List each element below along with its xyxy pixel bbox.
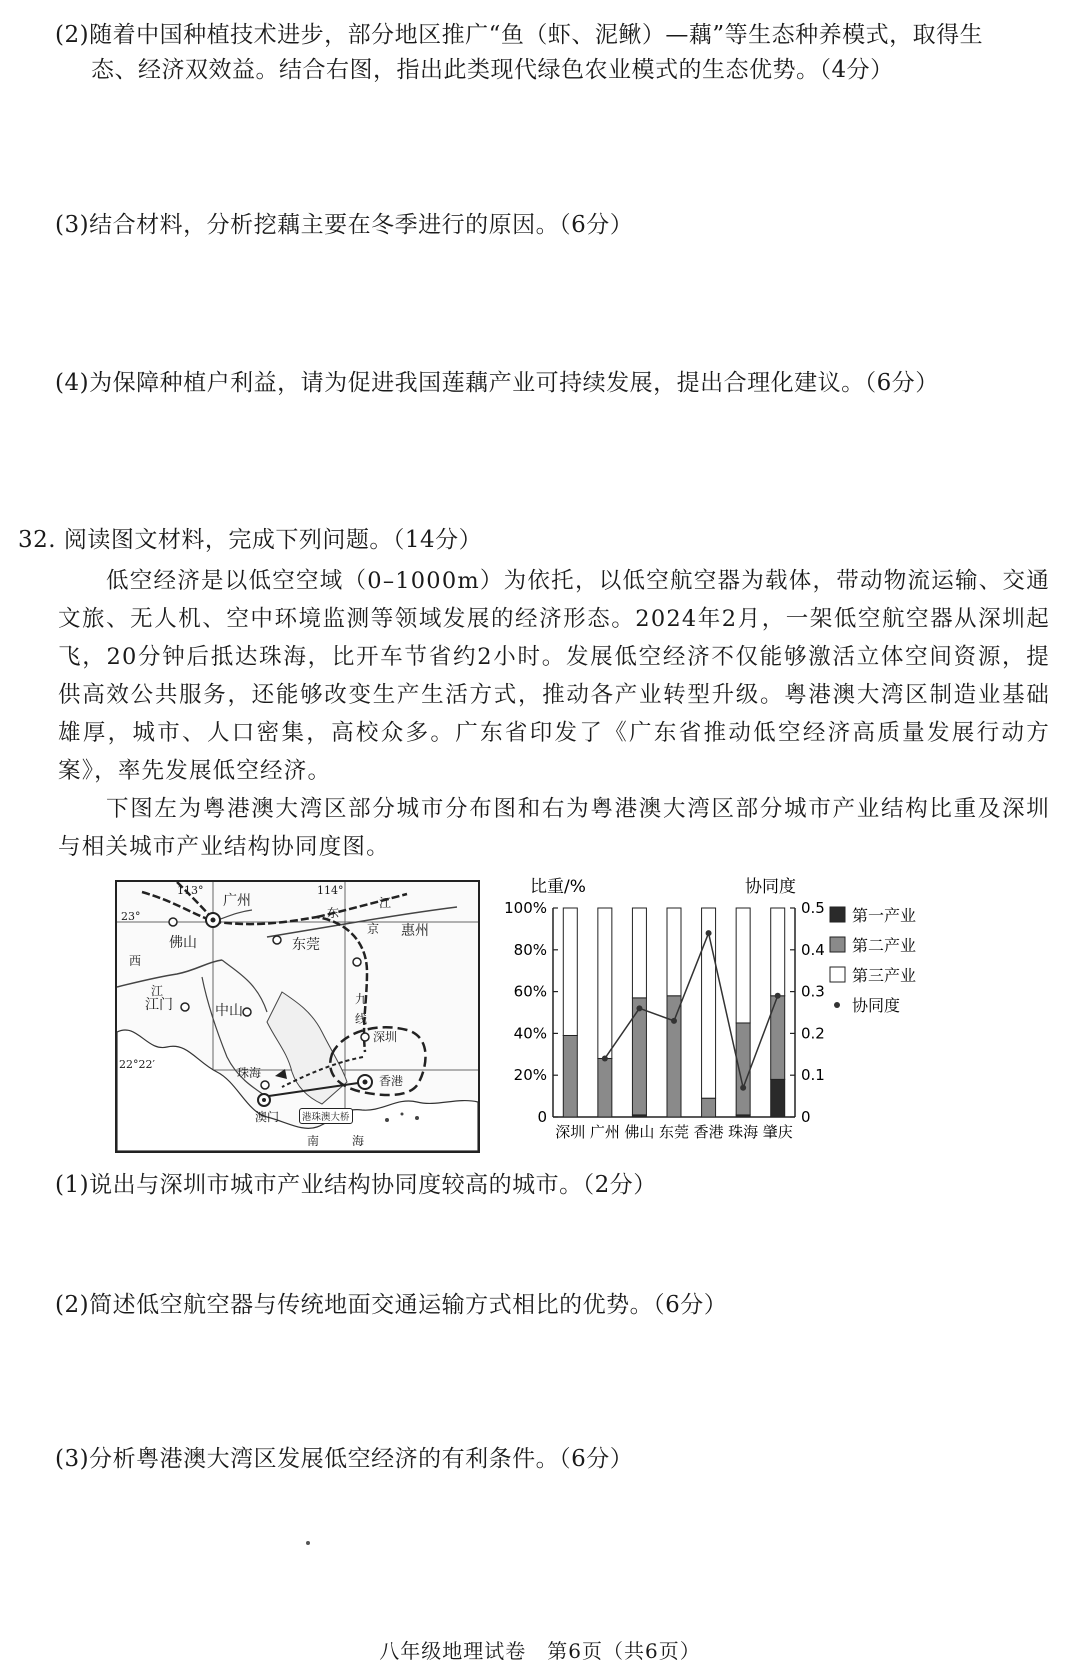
synergy-point (706, 930, 712, 936)
x-tick-label: 香港 (693, 1123, 724, 1141)
synergy-line (605, 933, 778, 1088)
label-xian: 线 (355, 1012, 368, 1026)
bar-第三产业 (736, 908, 750, 1023)
city-guangzhou: 广州 (223, 893, 251, 909)
x-tick-label: 肇庆 (762, 1123, 793, 1141)
y2-tick-label: 0.3 (801, 982, 825, 1001)
city-macau: 澳门 (255, 1110, 280, 1124)
city-huizhou: 惠州 (401, 923, 429, 939)
city-hongkong: 香港 (379, 1074, 404, 1088)
question-32-title: 32. 阅读图文材料，完成下列问题。（14分） (18, 527, 483, 553)
question-32-2: (2)简述低空航空器与传统地面交通运输方式相比的优势。（6分） (55, 1292, 728, 1318)
bar-第一产业 (771, 1079, 785, 1117)
legend-line-marker (834, 1002, 840, 1008)
dongguan-symbol (273, 936, 281, 944)
legend-line-label: 协同度 (852, 996, 901, 1015)
label-dong: 东 (327, 906, 340, 920)
x-tick-label: 深圳 (555, 1123, 586, 1141)
label-hai: 海 (352, 1134, 365, 1148)
synergy-point (671, 1018, 677, 1024)
scan-speck (306, 1541, 310, 1545)
hzm-bridge-label: 港珠澳大桥 (299, 1108, 353, 1124)
label-jiang-2: 江 (379, 896, 392, 910)
question-2-line2: 态、经济双效益。结合右图，指出此类现代绿色农业模式的生态优势。（4分） (91, 57, 894, 83)
question-4: (4)为保障种植户利益，请为促进我国莲藕产业可持续发展，提出合理化建议。（6分） (55, 370, 939, 396)
x-tick-label: 珠海 (728, 1123, 759, 1141)
bar-第三产业 (702, 908, 716, 1098)
shenzhen-symbol (361, 1033, 369, 1041)
y-tick-label: 40% (513, 1024, 547, 1043)
legend-swatch (830, 937, 845, 952)
label-jiu: 九 (355, 992, 368, 1006)
question-2 (55, 18, 983, 88)
industry-structure-chart (505, 872, 1040, 1167)
city-foshan: 佛山 (169, 935, 197, 951)
longitude-label-114: 114° (317, 884, 344, 897)
y-tick-label: 100% (505, 899, 547, 917)
page-footer: 八年级地理试卷 第6页（共6页） (379, 1639, 701, 1663)
bar-第三产业 (563, 908, 577, 1035)
y-axis-title: 比重/% (530, 877, 586, 897)
y2-tick-label: 0 (801, 1108, 811, 1126)
bar-第二产业 (702, 1098, 716, 1117)
label-xi: 西 (129, 954, 142, 968)
question-32-3: (3)分析粤港澳大湾区发展低空经济的有利条件。（6分） (55, 1446, 634, 1472)
legend-swatch (830, 967, 845, 982)
city-zhuhai: 珠海 (237, 1066, 262, 1080)
latitude-label-22: 22°22′ (119, 1058, 155, 1071)
huizhou-symbol (353, 958, 361, 966)
legend-swatch (830, 907, 845, 922)
y-tick-label: 0 (537, 1108, 547, 1126)
synergy-point (602, 1055, 608, 1061)
question-32-material: 低空经济是以低空空域（0–1000m）为依托，以低空航空器为载体，带动物流运输、交通文旅、无人机、空中环境监测等领域发展的经济形态。2024年2月，一架低空航空器从深圳起飞，20分钟后抵达珠海，比开车节省约2小时。发展低空经济不仅能够激活立体空间资源，提供高效公共服务，还能够改变生产生活方式，推动各产业转型升级。粤港澳大湾区制造业基础雄厚，城市、人口密集，高校众多。广东省印发了《广东省推动低空经济高质量发展行动方案》，率先发展低空经济。 (58, 568, 1050, 784)
legend-label: 第一产业 (852, 906, 917, 925)
city-shenzhen: 深圳 (373, 1030, 398, 1044)
legend-label: 第三产业 (852, 966, 917, 985)
bar-第三产业 (598, 908, 612, 1058)
label-jing: 京 (367, 922, 380, 936)
y2-tick-label: 0.5 (801, 899, 825, 917)
jiangmen-symbol (181, 1003, 189, 1011)
synergy-point (636, 1005, 642, 1011)
y2-axis-title: 协同度 (745, 877, 796, 897)
y2-tick-label: 0.4 (801, 940, 825, 959)
latitude-label-23: 23° (121, 910, 141, 923)
y-tick-label: 20% (513, 1066, 547, 1085)
bar-第二产业 (667, 996, 681, 1117)
question-32-figure-caption: 下图左为粤港澳大湾区部分城市分布图和右为粤港澳大湾区部分城市产业结构比重及深圳与相关城市产业结构协同度图。 (58, 796, 1050, 860)
chart-svg (505, 872, 1040, 1167)
bar-第二产业 (563, 1035, 577, 1117)
question-3: (3)结合材料，分析挖藕主要在冬季进行的原因。（6分） (55, 212, 634, 238)
synergy-point (740, 1085, 746, 1091)
bar-第三产业 (632, 908, 646, 998)
foshan-symbol (169, 918, 177, 926)
zhongshan-symbol (243, 1008, 251, 1016)
x-tick-label: 东莞 (658, 1123, 690, 1141)
city-dongguan: 东莞 (292, 937, 320, 953)
bay-area-map (115, 880, 480, 1153)
label-jiang: 江 (151, 984, 164, 998)
legend-label: 第二产业 (852, 936, 917, 955)
bar-第三产业 (771, 908, 785, 996)
bar-第三产业 (667, 908, 681, 996)
y2-tick-label: 0.1 (801, 1066, 825, 1085)
longitude-label-113: 113° (177, 884, 204, 897)
city-jiangmen: 江门 (145, 997, 173, 1013)
question-32-1: (1)说出与深圳市城市产业结构协同度较高的城市。（2分） (55, 1172, 657, 1198)
question-2-line1: (2)随着中国种植技术进步，部分地区推广“鱼（虾、泥鳅）—藕”等生态种养模式，取得生 (55, 22, 984, 48)
bar-第二产业 (598, 1058, 612, 1117)
city-zhongshan: 中山 (215, 1003, 243, 1019)
x-tick-label: 广州 (589, 1123, 620, 1141)
synergy-point (775, 993, 781, 999)
y2-tick-label: 0.2 (801, 1024, 825, 1043)
y-tick-label: 80% (513, 940, 547, 959)
label-nan: 南 (307, 1134, 320, 1148)
zhuhai-symbol (261, 1081, 269, 1089)
y-tick-label: 60% (513, 982, 547, 1001)
x-tick-label: 佛山 (624, 1123, 655, 1141)
